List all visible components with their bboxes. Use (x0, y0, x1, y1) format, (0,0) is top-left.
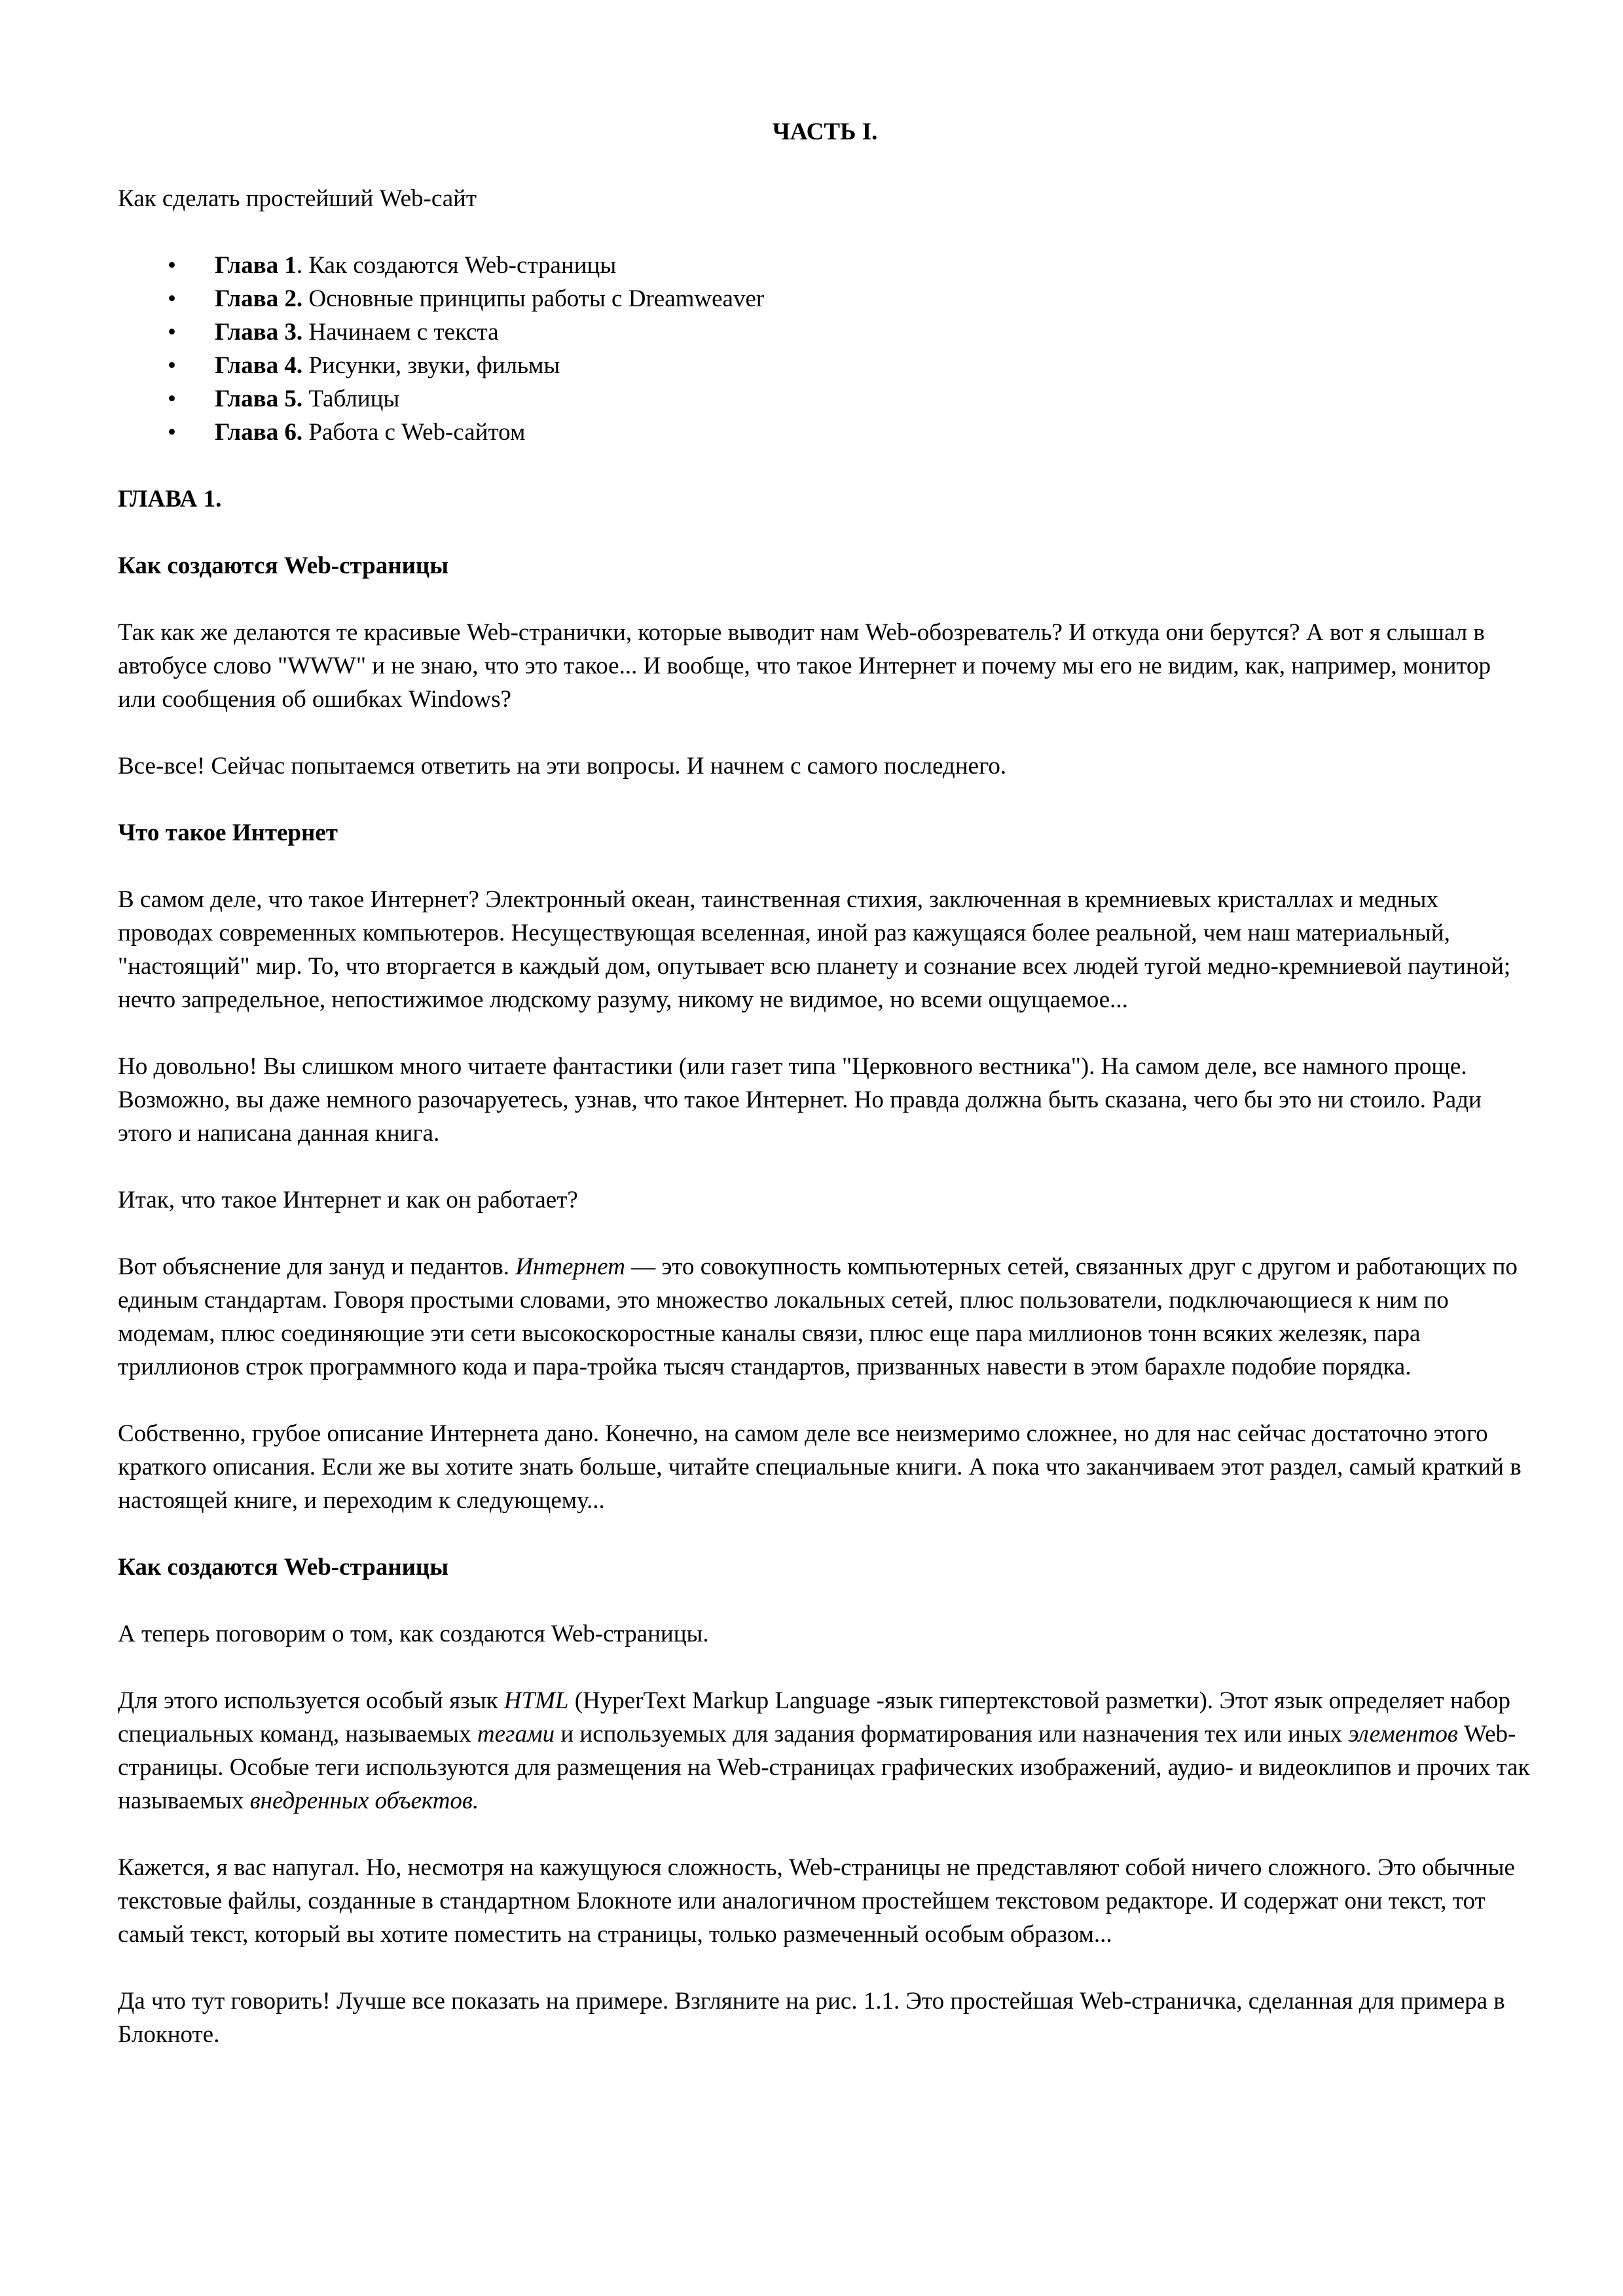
paragraph (118, 1684, 1532, 1818)
toc-chapter-title: Основные принципы работы с Dreamweaver (302, 285, 765, 312)
text-run: Web-страницы. Особые теги используются для размещения на Web-страницах графических изображений, аудио- и видеоклипов и прочих так называемых (118, 1721, 1530, 1814)
bullet-icon: • (168, 419, 176, 446)
toc-item (118, 416, 1532, 449)
text-run: — это совокупность компьютерных сетей, связанных друг с другом и работающих по единым стандартам. Говоря простыми словами, это множество локальных сетей, плюс пользователи, подключающиеся к ним по модемам, плюс соединяющие эти сети высокоскоростные каналы связи, плюс еще пара миллионов тонн всяких железяк, пара триллионов строк программного кода и пара-тройка тысяч стандартов, призванных навести в этом барахле подобие порядка. (118, 1253, 1518, 1380)
paragraph: Собственно, грубое описание Интернета дано. Конечно, на самом деле все неизмеримо сложнее, но для нас сейчас достаточно этого краткого описания. Если же вы хотите знать больше, читайте специальные книги. А пока что заканчиваем этот раздел, самый краткий в настоящей книге, и переходим к следующему... (118, 1420, 1522, 1514)
paragraph: Так как же делаются те красивые Web-странички, которые выводит нам Web-обозреватель? И откуда они берутся? А вот я слышал в автобусе слово "WWW" и не знаю, что это такое... И вообще, что такое Интернет и почему мы его не видим, как, например, монитор или сообщения об ошибках Windows? (118, 619, 1491, 713)
paragraph: А теперь поговорим о том, как создаются Web-страницы. (118, 1621, 709, 1647)
toc-item (118, 282, 1532, 315)
toc-chapter-title: . Как создаются Web-страницы (296, 252, 617, 279)
emphasis-term: Интернет (515, 1253, 625, 1280)
document-page (118, 115, 1532, 2085)
section-heading: Что такое Интернет (118, 819, 338, 846)
emphasis-term: элементов (1348, 1721, 1458, 1748)
paragraph: Итак, что такое Интернет и как он работает? (118, 1187, 578, 1213)
section-heading: Как создаются Web-страницы (118, 552, 449, 579)
paragraph: Кажется, я вас напугал. Но, несмотря на кажущуюся сложность, Web-страницы не представляют собой ничего сложного. Это обычные текстовые файлы, созданные в стандартном Блокноте или аналогичном простейшем текстовом редакторе. И содержат они текст, тот самый текст, который вы хотите поместить на страницы, только размеченный особым образом... (118, 1854, 1515, 1948)
paragraph: Но довольно! Вы слишком много читаете фантастики (или газет типа "Церковного вестника"). На самом деле, все намного проще. Возможно, вы даже немного разочаруетесь, узнав, что такое Интернет. Но правда должна быть сказана, чего бы это ни стоило. Ради этого и написана данная книга. (118, 1053, 1482, 1147)
bullet-icon: • (168, 352, 176, 379)
toc-item (118, 249, 1532, 282)
toc-chapter-label: Глава 4. (215, 352, 303, 379)
toc-chapter-title: Рисунки, звуки, фильмы (302, 352, 560, 379)
toc-chapter-label: Глава 3. (215, 319, 303, 346)
emphasis-term: внедренных объектов. (249, 1787, 479, 1814)
toc-chapter-title: Начинаем с текста (302, 319, 499, 346)
bullet-icon: • (168, 319, 176, 346)
chapter-heading: ГЛАВА 1. (118, 486, 222, 512)
text-run: и используемых для задания форматирования или назначения тех или иных (555, 1721, 1349, 1748)
toc-chapter-label: Глава 5. (215, 386, 303, 412)
table-of-contents (118, 249, 1532, 449)
emphasis-term: HTML (503, 1687, 569, 1714)
paragraph: Да что тут говорить! Лучше все показать на примере. Взгляните на рис. 1.1. Это простейшая Web-страничка, сделанная для примера в Блокноте. (118, 1988, 1505, 2048)
paragraph (118, 1250, 1532, 1384)
book-subtitle: Как сделать простейший Web-сайт (118, 185, 477, 212)
toc-chapter-label: Глава 1 (215, 252, 297, 279)
emphasis-term: тегами (477, 1721, 555, 1748)
section-heading: Как создаются Web-страницы (118, 1554, 449, 1581)
text-run: Вот объяснение для зануд и педантов. (118, 1253, 516, 1280)
text-run: (HyperText Markup Language -язык гипертекстовой разметки). Этот язык определяет набор специальных команд, называемых (118, 1687, 1511, 1748)
toc-item (118, 349, 1532, 382)
bullet-icon: • (168, 252, 176, 279)
text-run: Для этого используется особый язык (118, 1687, 504, 1714)
toc-item (118, 382, 1532, 416)
part-title: ЧАСТЬ I. (772, 118, 878, 145)
toc-chapter-label: Глава 6. (215, 419, 303, 446)
bullet-icon: • (168, 285, 176, 312)
bullet-icon: • (168, 386, 176, 412)
toc-chapter-title: Работа с Web-сайтом (302, 419, 526, 446)
toc-chapter-title: Таблицы (302, 386, 400, 412)
paragraph: В самом деле, что такое Интернет? Электронный океан, таинственная стихия, заключенная в кремниевых кристаллах и медных проводах современных компьютеров. Несуществующая вселенная, иной раз кажущаяся более реальной, чем наш материальный, "настоящий" мир. То, что вторгается в каждый дом, опутывает всю планету и сознание всех людей тугой медно-кремниевой паутиной; нечто запредельное, непостижимое людскому разуму, никому не видимое, но всеми ощущаемое... (118, 886, 1511, 1013)
paragraph: Все-все! Сейчас попытаемся ответить на эти вопросы. И начнем с самого последнего. (118, 753, 1007, 780)
toc-chapter-label: Глава 2. (215, 285, 303, 312)
toc-item (118, 315, 1532, 349)
